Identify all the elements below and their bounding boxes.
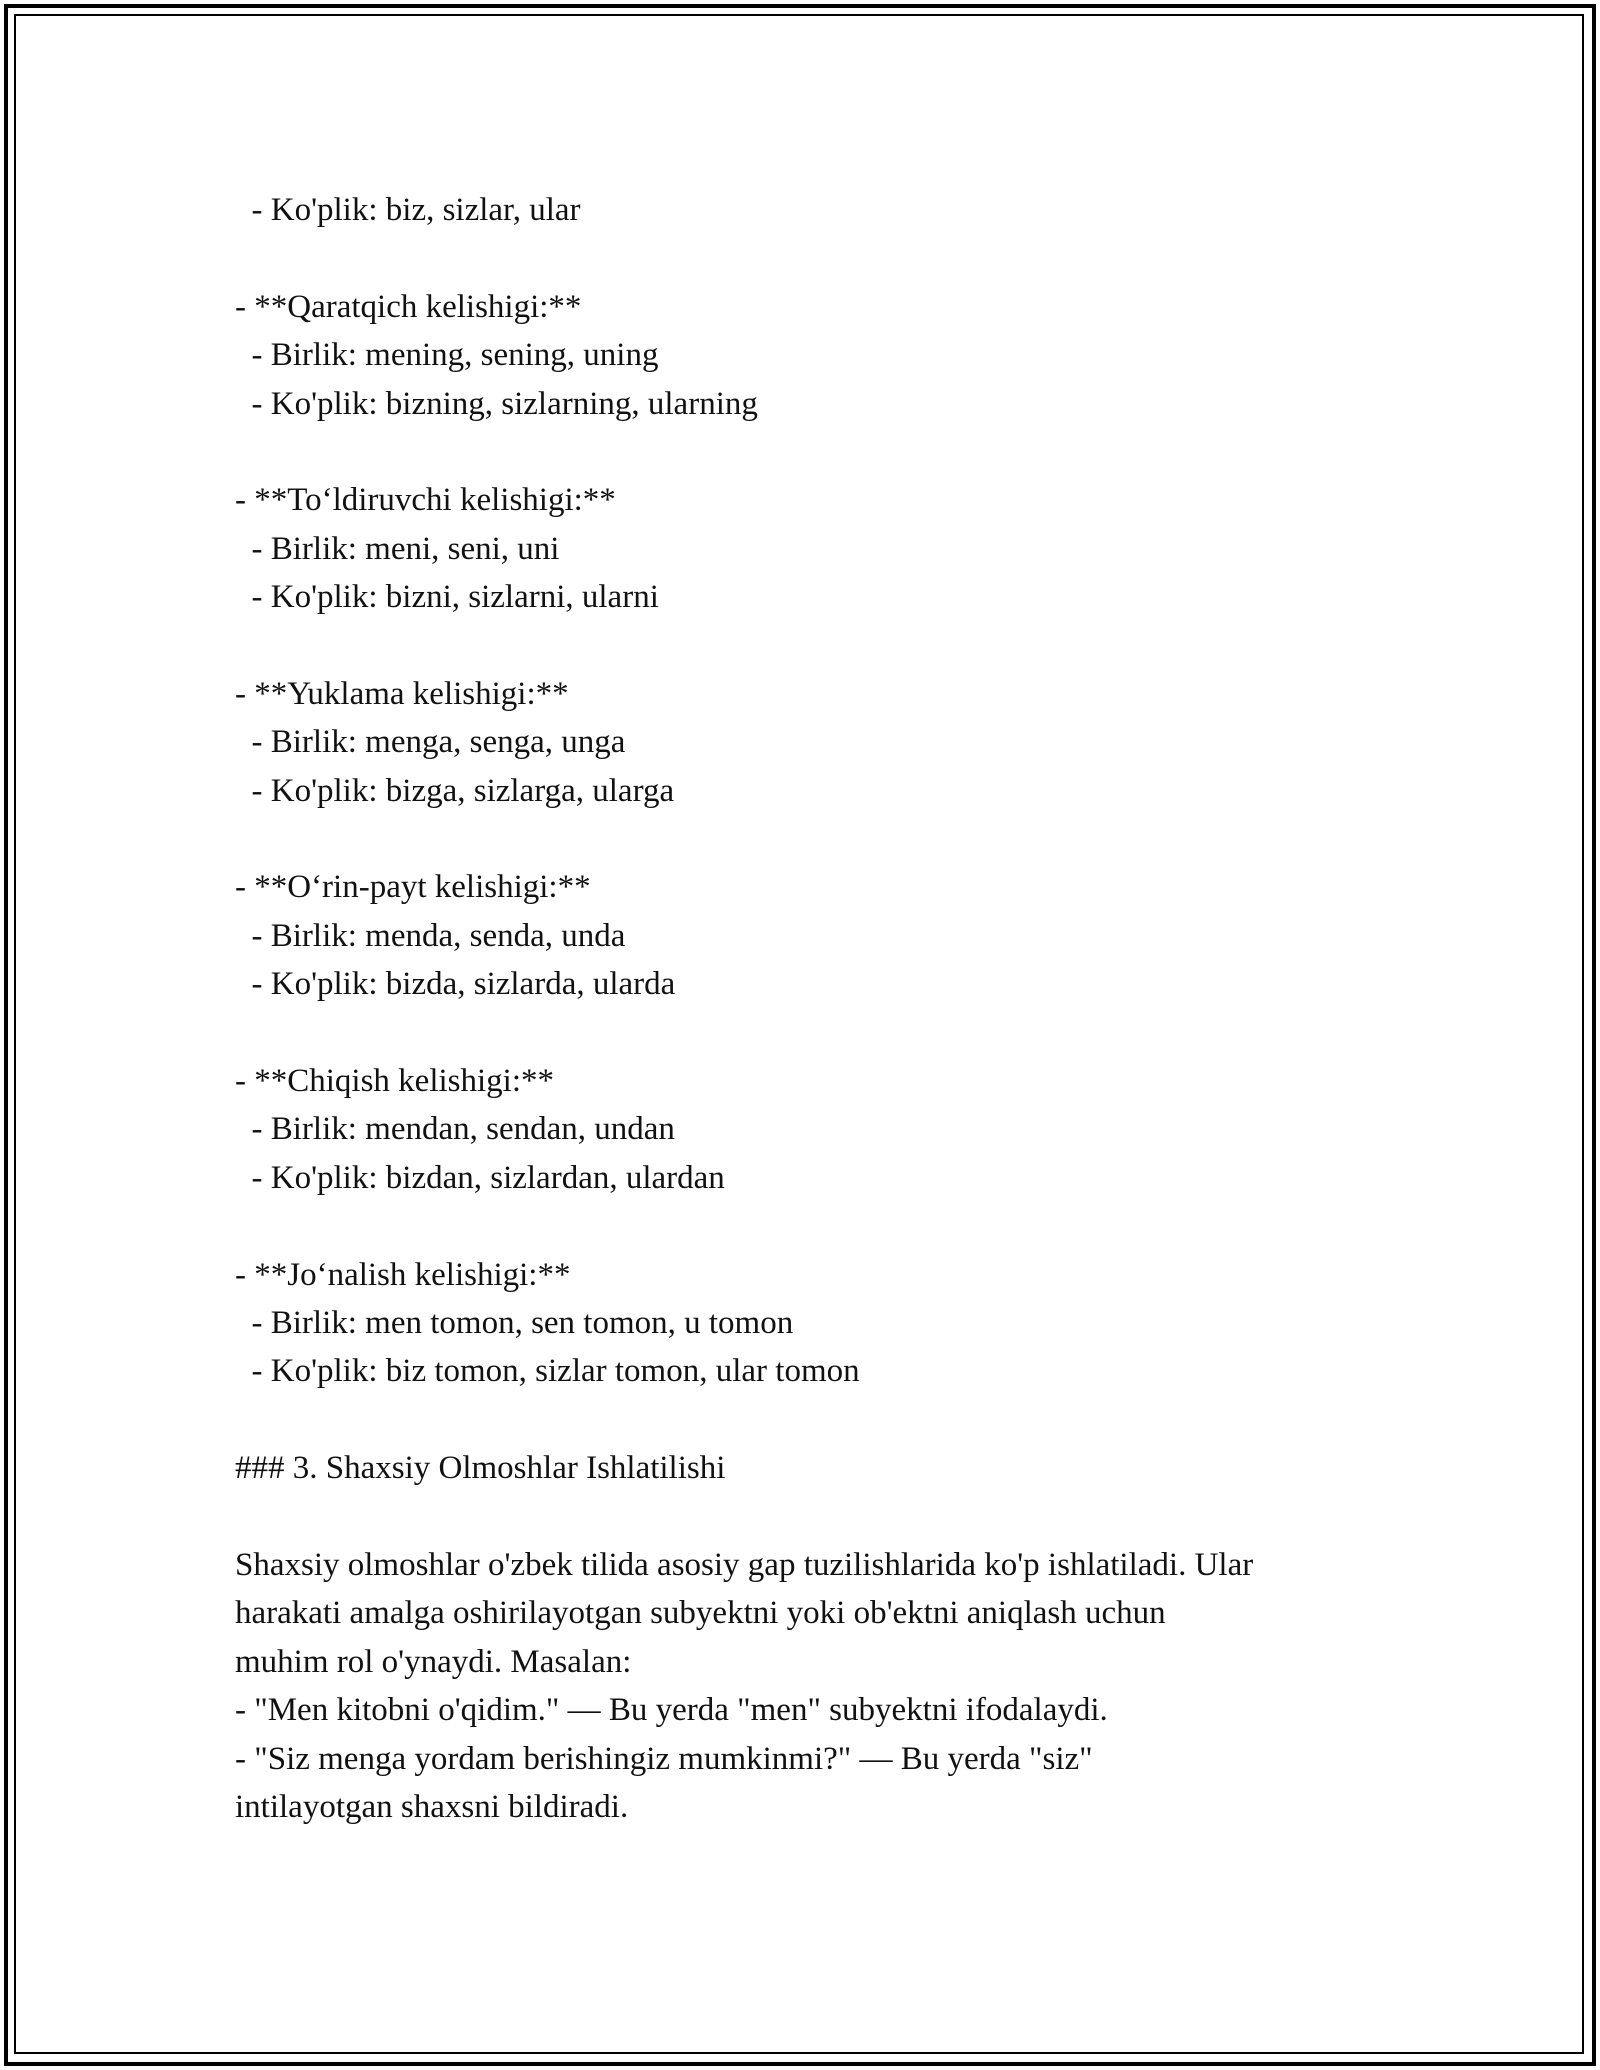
blank-line — [235, 1493, 1395, 1541]
paragraph-line: Shaxsiy olmoshlar o'zbek tilida asosiy gap tuzilishlarida ko'p ishlatiladi. Ular — [235, 1546, 1254, 1583]
paragraph-line: intilayotgan shaxsni bildiradi. — [235, 1788, 629, 1825]
text-line: - Birlik: menga, senga, unga — [235, 724, 626, 761]
paragraph-line: - "Siz menga yordam berishingiz mumkinmi?" — Bu yerda "siz" — [235, 1740, 1093, 1777]
paragraph-line: - "Men kitobni o'qidim." — Bu yerda "men" subyektni ifodalaydi. — [235, 1692, 1108, 1729]
text-line: - Birlik: meni, seni, uni — [235, 530, 560, 567]
text-line: - **Jo‘nalish kelishigi:** — [235, 1256, 571, 1293]
paragraph-line: muhim rol o'ynaydi. Masalan: — [235, 1643, 632, 1680]
text-line: - **Qaratqich kelishigi:** — [235, 288, 582, 325]
text-line: - **Chiqish kelishigi:** — [235, 1063, 555, 1100]
blank-line — [235, 1396, 1395, 1444]
text-line: - Ko'plik: bizda, sizlarda, ularda — [235, 966, 676, 1003]
text-line: - **O‘rin-payt kelishigi:** — [235, 869, 591, 906]
text-line: - **To‘ldiruvchi kelishigi:** — [235, 482, 616, 519]
text-line: - **Yuklama kelishigi:** — [235, 675, 569, 712]
text-line: - Ko'plik: bizdan, sizlardan, ulardan — [235, 1159, 725, 1196]
blank-line — [235, 1202, 1395, 1250]
document-body — [235, 186, 1395, 1831]
text-line: - Ko'plik: bizning, sizlarning, ularning — [235, 385, 758, 422]
blank-line — [235, 622, 1395, 670]
text-line: - Birlik: men tomon, sen tomon, u tomon — [235, 1304, 794, 1341]
text-line: - Ko'plik: biz, sizlar, ular — [235, 192, 581, 228]
blank-line — [235, 234, 1395, 282]
blank-line — [235, 428, 1395, 476]
paragraph-line: harakati amalga oshirilayotgan subyektni yoki ob'ektni aniqlash uchun — [235, 1595, 1166, 1632]
text-line: - Ko'plik: biz tomon, sizlar tomon, ular tomon — [235, 1353, 860, 1390]
text-line: - Ko'plik: bizni, sizlarni, ularni — [235, 579, 659, 616]
text-line: - Ko'plik: bizga, sizlarga, ularga — [235, 772, 675, 809]
blank-line — [235, 1009, 1395, 1057]
text-line: - Birlik: mendan, sendan, undan — [235, 1111, 675, 1148]
blank-line — [235, 815, 1395, 863]
section-heading: ### 3. Shaxsiy Olmoshlar Ishlatilishi — [235, 1450, 726, 1487]
text-line: - Birlik: menda, senda, unda — [235, 917, 626, 954]
text-line: - Birlik: mening, sening, uning — [235, 337, 659, 374]
